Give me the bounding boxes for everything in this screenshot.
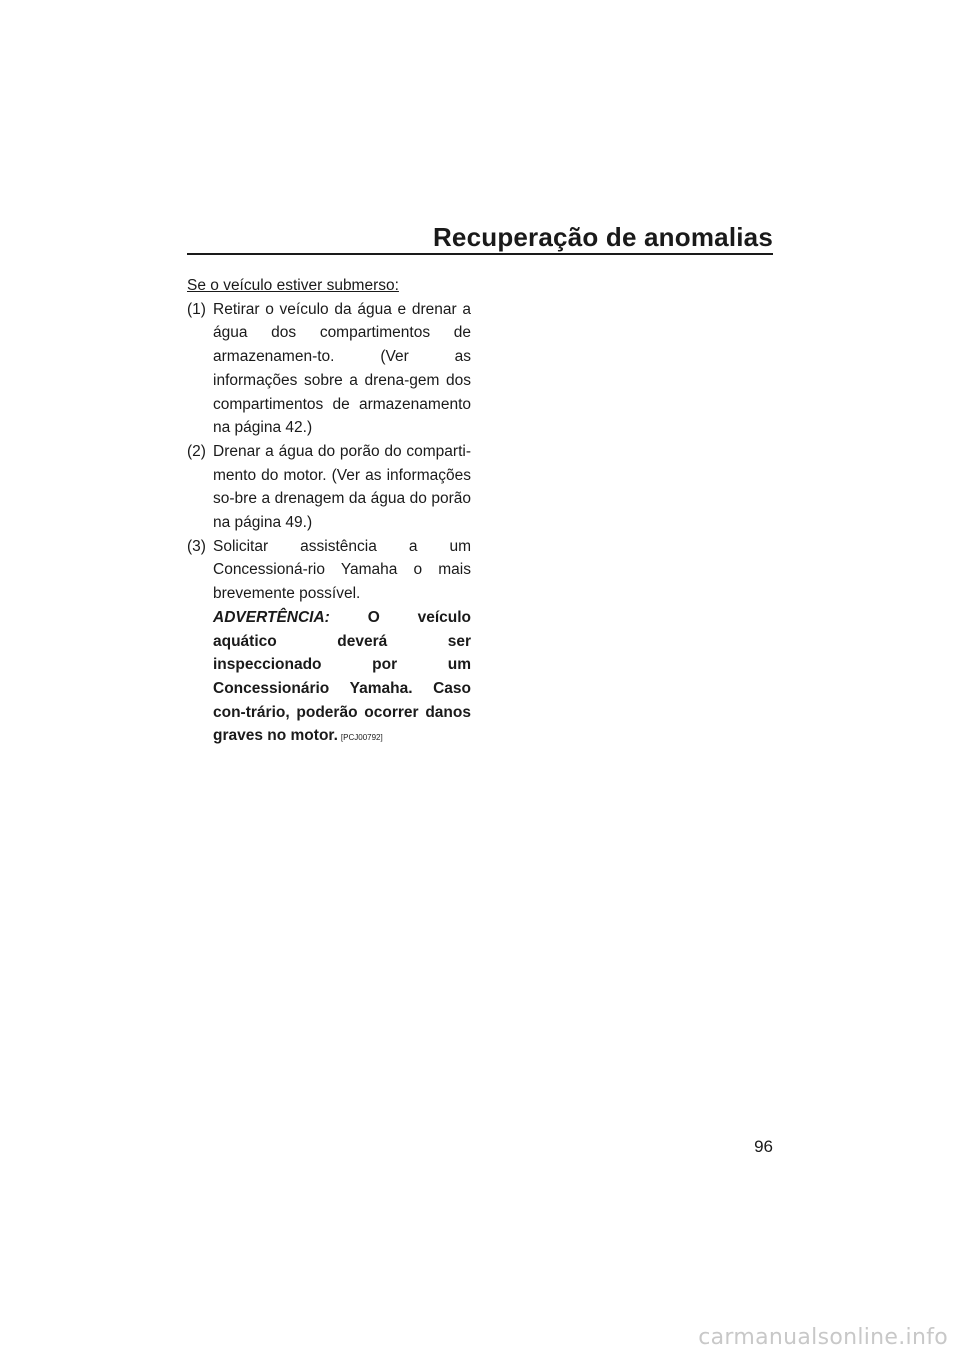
step-2 <box>187 440 471 535</box>
header-rule <box>187 253 773 255</box>
step-text: Retirar o veículo da água e drenar a água dos compartimentos de armazenamen-to. (Ver as informações sobre a drena-gem dos compartimentos de armazenamento na página 42.) <box>213 300 471 437</box>
step-1 <box>187 298 471 440</box>
page-number: 96 <box>754 1137 773 1156</box>
step-3 <box>187 535 471 750</box>
main-content <box>187 274 471 750</box>
step-number: (1) <box>187 300 206 318</box>
warning-text: O veículo aquático deverá ser inspeccionado por um Concessionário Yamaha. Caso con-trário, poderão ocorrer danos graves no motor. <box>213 608 471 745</box>
warning-label: ADVERTÊNCIA: <box>213 608 330 626</box>
step-text: Drenar a água do porão do comparti-mento do motor. (Ver as informações so-bre a drenagem da água do porão na página 49.) <box>213 442 471 532</box>
section-subheading: Se o veículo estiver submerso: <box>187 277 399 294</box>
step-text: Solicitar assistência a um Concessioná-rio Yamaha o mais brevemente possível. <box>213 537 471 603</box>
page-title: Recuperação de anomalias <box>432 222 773 252</box>
warning-code: [PCJ00792] <box>340 733 383 743</box>
watermark: carmanualsonline.info <box>698 1325 948 1350</box>
step-number: (2) <box>187 442 206 460</box>
warning-block <box>213 609 471 745</box>
step-number: (3) <box>187 537 206 555</box>
